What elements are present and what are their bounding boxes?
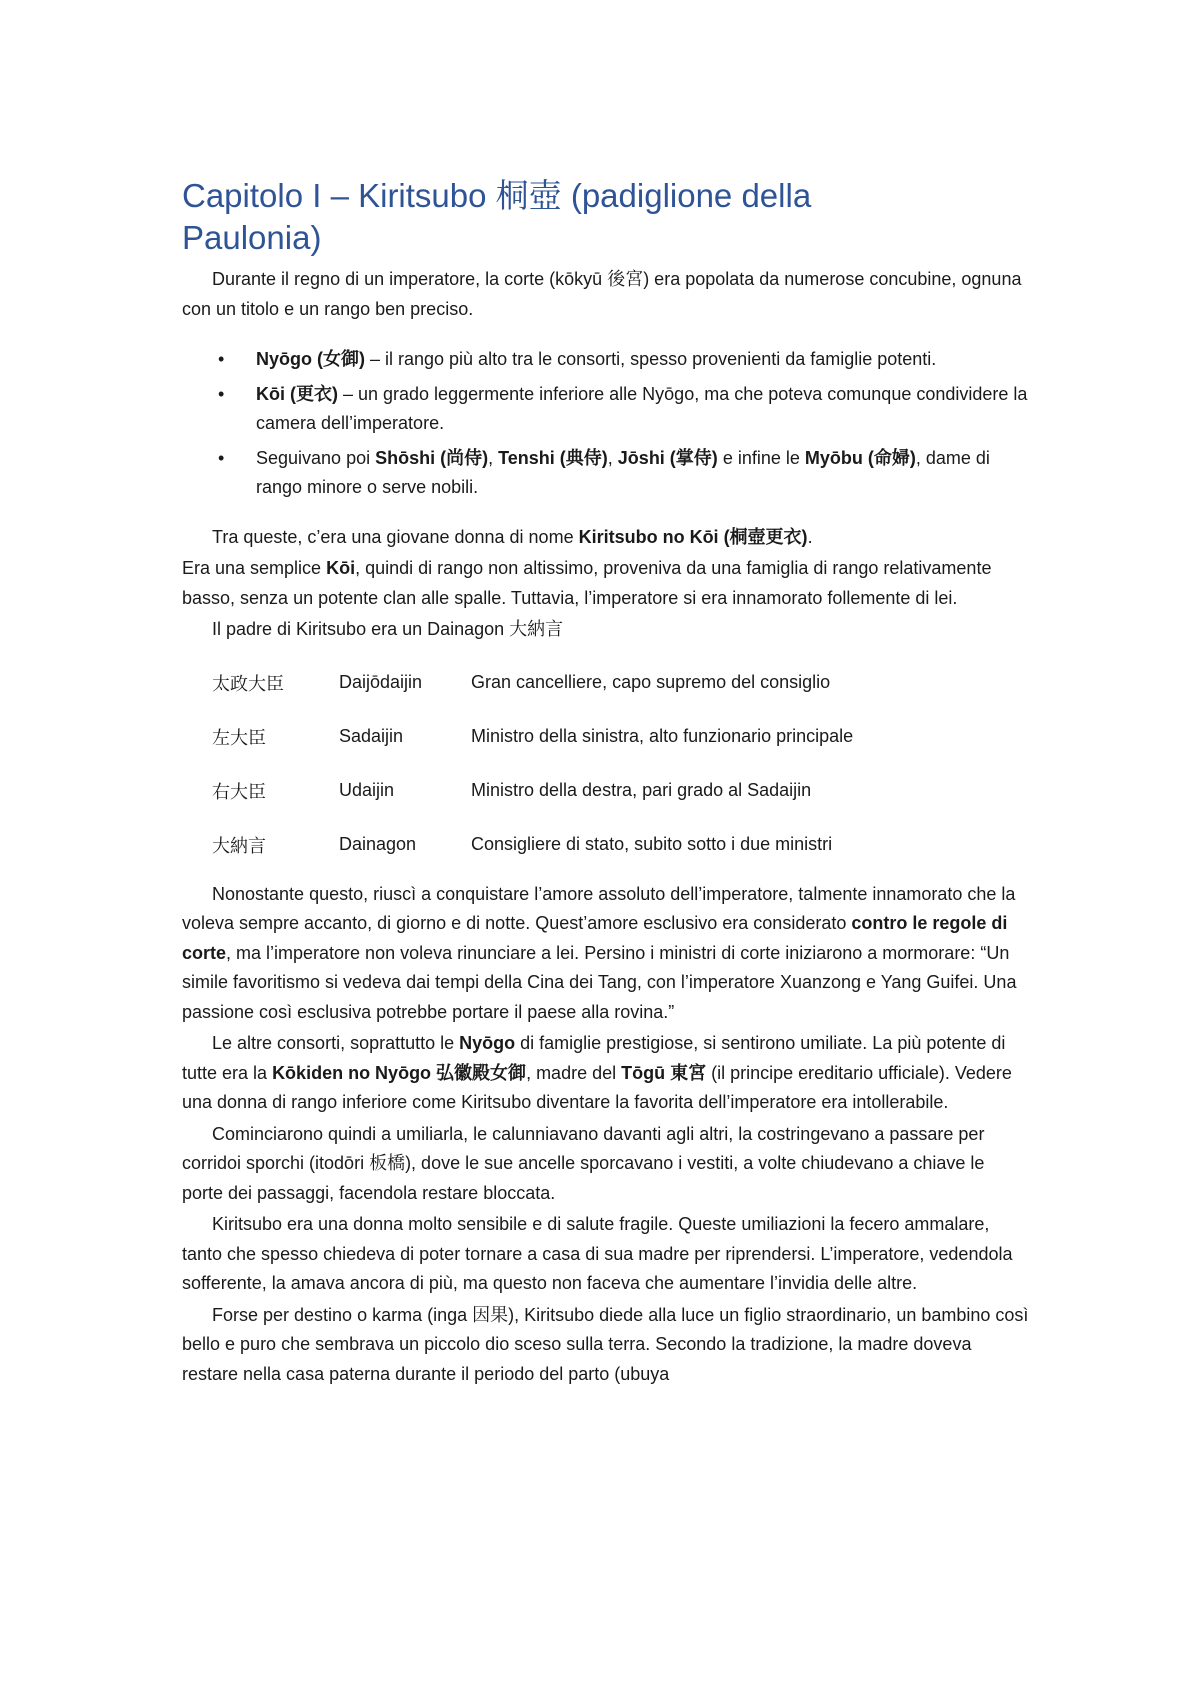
bold-text: Kōi: [326, 558, 356, 578]
text-run: .: [807, 526, 813, 547]
rank-description: , dame di rango minore o serve nobili.: [256, 447, 990, 497]
text-run: , quindi di rango non altissimo, proveniva da una famiglia di rango relativamente basso, senza un potente clan alle spalle. Tuttavia, l’imperatore si era innamorato follemente di lei.: [182, 558, 992, 608]
separator: ,: [607, 447, 618, 468]
official-romaji: Daijōdaijin: [339, 672, 423, 692]
table-row: [212, 764, 853, 818]
rank-term: Jōshi (掌侍): [617, 447, 718, 468]
chapter-title: Capitolo I – Kiritsubo 桐壺 (padiglione della Paulonia): [182, 177, 812, 256]
rank-term: Shōshi (尚侍): [375, 447, 489, 468]
bullet-icon: •: [218, 447, 225, 468]
rank-lead: Seguivano poi: [256, 447, 376, 468]
separator: ,: [488, 447, 499, 468]
text-run: Le altre consorti, soprattutto le: [212, 1033, 460, 1053]
illness-paragraph: Kiritsubo era una donna molto sensibile e di salute fragile. Queste umiliazioni la fecero ammalare, tanto che spesso chiedeva di poter tornare a casa di sua madre per riprendersi. L’imperatore, vedendola sofferente, la amava ancora di più, ma questo non faceva che aumentare l’invidia delle altre.: [182, 1214, 1013, 1293]
text-run: Tra queste, c’era una giovane donna di nome: [212, 526, 579, 547]
rank-term: Tenshi (典侍): [498, 447, 608, 468]
official-kanji: 太政大臣: [212, 673, 284, 694]
official-description: Ministro della destra, pari grado al Sadaijin: [471, 780, 812, 800]
official-romaji: Udaijin: [339, 780, 395, 800]
officials-table: [212, 656, 853, 872]
text-run: Nonostante questo, riuscì a conquistare l’amore assoluto dell’imperatore, talmente innamorato che la voleva sempre accanto, di giorno e di notte. Quest’amore esclusivo era considerato: [182, 883, 1016, 933]
official-description: Gran cancelliere, capo supremo del consiglio: [471, 672, 831, 692]
table-row: [212, 710, 853, 764]
rank-term: Nyōgo (女御): [256, 349, 365, 369]
text-run: (il principe ereditario ufficiale). Vedere una donna di rango inferiore come Kiritsubo diventare la favorita dell’imperatore era intollerabile.: [182, 1062, 1012, 1112]
text-run: di famiglie prestigiose, si sentirono umiliate. La più potente di tutte era la: [182, 1033, 1006, 1083]
table-row: [212, 656, 853, 710]
official-description: Consigliere di stato, subito sotto i due ministri: [471, 834, 833, 854]
intro-paragraph: Durante il regno di un imperatore, la corte (kōkyū 後宮) era popolata da numerose concubine, ognuna con un titolo e un rango ben preciso.: [182, 269, 1022, 319]
kiritsubo-paragraph: [182, 523, 1030, 553]
official-description: Ministro della sinistra, alto funzionario principale: [471, 726, 854, 746]
text-run: Era una semplice: [182, 558, 327, 578]
text-run: , ma l’imperatore non voleva rinunciare a lei. Persino i ministri di corte iniziarono a mormorare: “Un simile favoritismo si vedeva dai tempi della Cina dei Tang, con l’imperatore Xuanzong e Yang Guifei. Una passione così esclusiva potrebbe portare il paese alla rovina.”: [182, 942, 1017, 1022]
bold-text: Kiritsubo no Kōi (桐壺更衣): [578, 526, 808, 547]
kiritsubo-rank-paragraph: [182, 554, 1030, 613]
list-item: [182, 345, 1030, 375]
father-paragraph: Il padre di Kiritsubo era un Dainagon 大納言: [212, 619, 564, 639]
rank-description: – un grado leggermente inferiore alle Nyōgo, ma che poteva comunque condividere la camera dell’imperatore.: [256, 383, 1028, 433]
bold-text: Nyōgo: [459, 1033, 516, 1053]
official-kanji: 大納言: [212, 835, 266, 856]
list-item: [182, 444, 1030, 503]
love-paragraph: [182, 880, 1030, 1028]
separator: e infine le: [717, 447, 805, 468]
document-page: [182, 175, 1030, 1391]
bullet-icon: •: [218, 383, 225, 404]
rank-description: – il rango più alto tra le consorti, spesso provenienti da famiglie potenti.: [364, 349, 937, 369]
list-item: [182, 380, 1030, 439]
rank-term: Kōi (更衣): [256, 383, 338, 404]
official-romaji: Dainagon: [339, 834, 417, 854]
bold-text: contro le regole di corte: [182, 913, 1008, 963]
official-kanji: 右大臣: [212, 781, 266, 802]
consorts-paragraph: [182, 1029, 1030, 1118]
rank-list: [182, 345, 1030, 503]
humiliation-paragraph: Cominciarono quindi a umiliarla, le calunniavano davanti agli altri, la costringevano a passare per corridoi sporchi (itodōri 板橋), dove le sue ancelle sporcavano i vestiti, a volte chiudevano a chiave le porte dei passaggi, facendola restare bloccata.: [182, 1123, 985, 1203]
rank-term: Myōbu (命婦): [804, 447, 916, 468]
official-romaji: Sadaijin: [339, 726, 404, 746]
text-run: , madre del: [526, 1062, 622, 1083]
table-row: [212, 818, 853, 872]
bold-text: Tōgū 東宮: [621, 1062, 707, 1083]
official-kanji: 左大臣: [212, 727, 266, 748]
bold-text: Kōkiden no Nyōgo 弘徽殿女御: [272, 1062, 527, 1083]
bullet-icon: •: [218, 349, 225, 369]
birth-paragraph: Forse per destino o karma (inga 因果), Kiritsubo diede alla luce un figlio straordinario, un bambino così bello e puro che sembrava un piccolo dio sceso sulla terra. Secondo la tradizione, la madre doveva restare nella casa paterna durante il periodo del parto (ubuya: [182, 1304, 1029, 1384]
